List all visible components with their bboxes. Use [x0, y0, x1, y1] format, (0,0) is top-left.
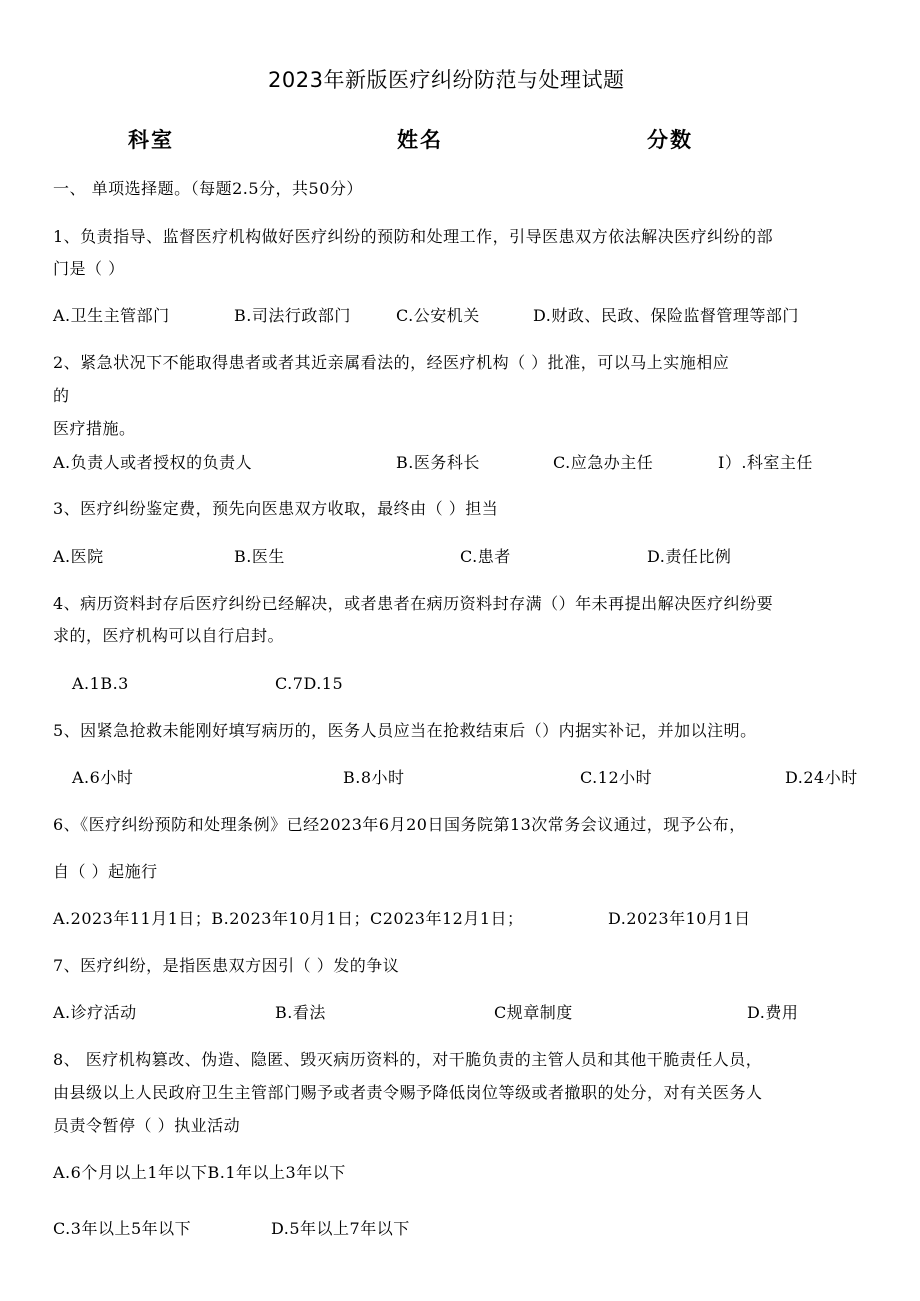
option-a: A.负责人或者授权的负责人 — [53, 453, 253, 472]
page-title: 2023年新版医疗纠纷防范与处理试题 — [268, 68, 625, 92]
question-text: 员责令暂停（ ）执业活动 — [53, 1116, 241, 1135]
option-d: D.责任比例 — [647, 547, 732, 566]
option-a: A.卫生主管部门 — [53, 306, 170, 325]
option-d: D.费用 — [747, 1003, 799, 1022]
option-c: C.应急办主任 — [553, 453, 654, 472]
field-dept-label: 科室 — [128, 128, 174, 152]
question-text: 由县级以上人民政府卫生主管部门赐予或者责令赐予降低岗位等级或者撤职的处分，对有关医务人 — [53, 1083, 763, 1102]
option-b: B.司法行政部门 — [234, 306, 351, 325]
option-d: I）.科室主任 — [718, 453, 813, 472]
option-c: C规章制度 — [494, 1003, 573, 1022]
option-ab: A.6个月以上1年以下B.1年以上3年以下 — [53, 1163, 346, 1182]
option-ab: A.1B.3 — [72, 674, 129, 693]
option-b: B.医务科长 — [396, 453, 480, 472]
option-c: C.12小时 — [580, 768, 653, 787]
option-a: A.诊疗活动 — [53, 1003, 137, 1022]
question-text: 6、《医疗纠纷预防和处理条例》已经2023年6月20日国务院第13次常务会议通过，现予公布， — [53, 815, 746, 834]
field-name-label: 姓名 — [397, 128, 443, 152]
option-c: C.3年以上5年以下 — [53, 1219, 192, 1238]
option-abc: A.2023年11月1日；B.2023年10月1日；C2023年12月1日； — [53, 909, 524, 928]
question-text: 3、医疗纠纷鉴定费，预先向医患双方收取，最终由（ ）担当 — [53, 499, 499, 518]
option-cd: C.7D.15 — [275, 674, 344, 693]
option-c: C.患者 — [460, 547, 511, 566]
option-a: A.6小时 — [72, 768, 134, 787]
field-score-label: 分数 — [647, 128, 693, 152]
question-text: 自（ ）起施行 — [53, 862, 158, 881]
question-text: 5、因紧急抢救未能刚好填写病历的，医务人员应当在抢救结束后（）内据实补记，并加以注明。 — [53, 721, 757, 740]
question-text: 2、紧急状况下不能取得患者或者其近亲属看法的，经医疗机构（ ）批准，可以马上实施相应 — [53, 353, 730, 372]
option-d: D.财政、民政、保险监督管理等部门 — [533, 306, 799, 325]
option-d: D.2023年10月1日 — [608, 909, 751, 928]
question-text: 门是（ ） — [53, 259, 125, 278]
question-text: 的 — [53, 386, 70, 405]
question-text: 求的，医疗机构可以自行启封。 — [53, 626, 285, 645]
question-text: 1、负责指导、监督医疗机构做好医疗纠纷的预防和处理工作，引导医患双方依法解决医疗纠纷的部 — [53, 227, 774, 246]
option-a: A.医院 — [53, 547, 104, 566]
option-b: B.8小时 — [343, 768, 405, 787]
section-heading: 一、 单项选择题。（每题2.5分，共50分） — [53, 179, 363, 198]
option-b: B.医生 — [234, 547, 285, 566]
option-d: D.5年以上7年以下 — [271, 1219, 410, 1238]
option-d: D.24小时 — [785, 768, 858, 787]
option-c: C.公安机关 — [396, 306, 480, 325]
question-text: 7、医疗纠纷，是指医患双方因引（ ）发的争议 — [53, 956, 400, 975]
question-text: 4、病历资料封存后医疗纠纷已经解决，或者患者在病历资料封存满（）年未再提出解决医疗纠纷要 — [53, 594, 774, 613]
question-text: 医疗措施。 — [53, 419, 136, 438]
question-text: 8、 医疗机构篡改、伪造、隐匿、毁灭病历资料的，对干脆负责的主管人员和其他干脆责任人员， — [53, 1050, 763, 1069]
option-b: B.看法 — [275, 1003, 326, 1022]
